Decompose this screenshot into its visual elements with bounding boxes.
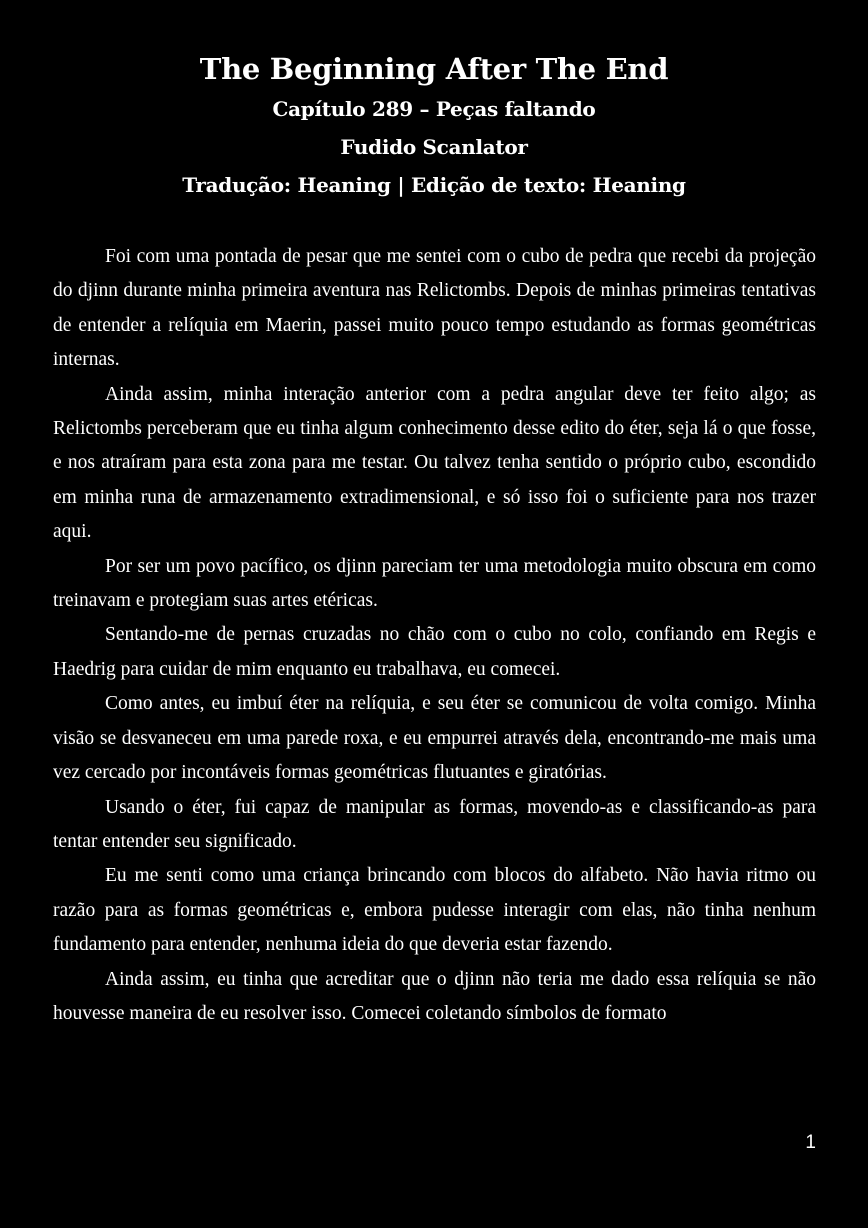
page-number: 1 — [805, 1132, 816, 1153]
chapter-title: Capítulo 289 – Peças faltando — [272, 97, 596, 121]
paragraph: Foi com uma pontada de pesar que me sentei com o cubo de pedra que recebi da projeção do djinn durante minha primeira aventura nas Relictombs. Depois de minhas primeiras tentativas de entender a relíquia em Maerin, passei muito pouco tempo estudando as formas geométricas internas. — [53, 246, 816, 371]
paragraph: Por ser um povo pacífico, os djinn pareciam ter uma metodologia muito obscura em como treinavam e protegiam suas artes etéricas. — [53, 555, 816, 612]
paragraph: Como antes, eu imbuí éter na relíquia, e seu éter se comunicou de volta comigo. Minha visão se desvaneceu em uma parede roxa, e eu empurrei através dela, encontrando-me mais uma vez cercado por incontáveis formas geométricas flutuantes e giratórias. — [53, 693, 816, 784]
paragraph: Eu me senti como uma criança brincando com blocos do alfabeto. Não havia ritmo ou razão para as formas geométricas e, embora pudesse interagir com elas, não tinha nenhum fundamento para entender, nenhuma ideia do que deveria estar fazendo. — [53, 865, 816, 956]
paragraph: Ainda assim, minha interação anterior com a pedra angular deve ter feito algo; as Relictombs perceberam que eu tinha algum conhecimento desse edito do éter, seja lá o que fosse, e nos atraíram para esta zona para me testar. Ou talvez tenha sentido o próprio cubo, escondido em minha runa de armazenamento extradimensional, e só isso foi o suficiente para nos trazer aqui. — [53, 383, 816, 543]
document-body — [53, 240, 816, 1031]
translation-credits: Tradução: Heaning | Edição de texto: Heaning — [182, 173, 686, 197]
scanlator-name: Fudido Scanlator — [340, 135, 528, 159]
paragraph: Ainda assim, eu tinha que acreditar que o djinn não teria me dado essa relíquia se não houvesse maneira de eu resolver isso. Comecei coletando símbolos de formato — [53, 968, 816, 1024]
paragraph: Sentando-me de pernas cruzadas no chão com o cubo no colo, confiando em Regis e Haedrig para cuidar de mim enquanto eu trabalhava, eu comecei. — [53, 624, 816, 680]
document-header — [0, 48, 868, 204]
book-title: The Beginning After The End — [199, 52, 669, 86]
paragraph: Usando o éter, fui capaz de manipular as formas, movendo-as e classificando-as para tentar entender seu significado. — [53, 796, 816, 852]
